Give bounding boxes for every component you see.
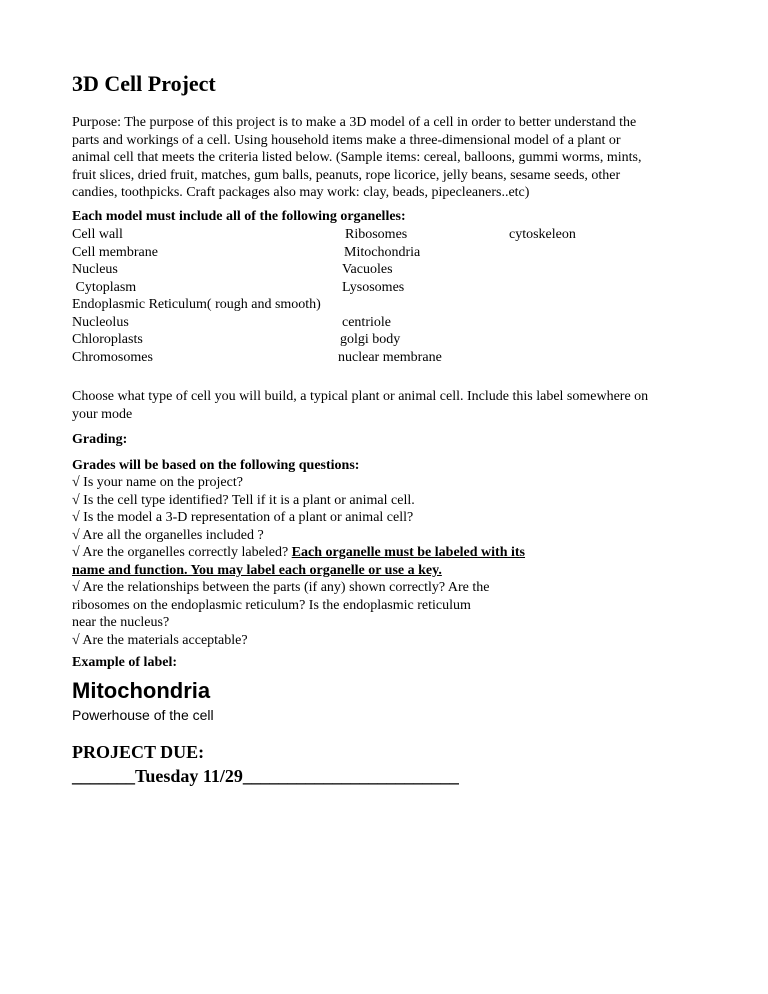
organelle-item: Cell membrane <box>72 244 158 260</box>
criteria-item: ribosomes on the endoplasmic reticulum? Is the endoplasmic reticulum <box>72 597 471 613</box>
choose-paragraph <box>72 388 712 424</box>
organelle-item: Chloroplasts <box>72 332 143 347</box>
criteria-item <box>72 544 712 562</box>
grading-heading: Grading: <box>72 432 128 447</box>
page-title: 3D Cell Project <box>72 71 216 96</box>
purpose-line: Purpose: The purpose of this project is to make a 3D model of a cell in order to better understand the <box>72 115 637 130</box>
criteria-item: near the nucleus? <box>72 615 170 630</box>
criteria-emphasis: name and function. You may label each organelle or use a key. <box>72 562 442 578</box>
criteria-item: √ Are all the organelles included ? <box>72 527 264 543</box>
choose-line: your mode <box>72 407 133 422</box>
project-due <box>72 740 459 788</box>
organelle-item: Endoplasmic Reticulum( rough and smooth) <box>72 297 321 312</box>
organelle-item: Cell wall <box>72 227 123 242</box>
example-heading: Example of label: <box>72 655 177 670</box>
criteria-item: √ Is the cell type identified? Tell if it is a plant or animal cell. <box>72 492 415 508</box>
criteria-list <box>72 474 712 649</box>
choose-line: Choose what type of cell you will build, a typical plant or animal cell. Include this label somewhere on <box>72 389 649 404</box>
organelle-item: Cytoplasm <box>72 279 137 295</box>
criteria-item: √ Are the relationships between the parts (if any) shown correctly? Are the <box>72 580 490 595</box>
organelle-item: Vacuoles <box>342 262 393 277</box>
organelles-heading: Each model must include all of the following organelles: <box>72 209 406 224</box>
purpose-line: animal cell that meets the criteria listed below. (Sample items: cereal, balloons, gummi worms, mints, <box>72 150 642 165</box>
purpose-line: fruit slices, dried fruit, matches, gum balls, peanuts, rope licorice, jelly beans, sesame seeds, other <box>72 167 621 183</box>
criteria-item-text: √ Are the organelles correctly labeled? <box>72 545 292 560</box>
organelle-item: Nucleolus <box>72 314 129 330</box>
criteria-item: √ Are the materials acceptable? <box>72 632 248 648</box>
organelle-item: centriole <box>342 314 391 330</box>
organelle-item: Nucleus <box>72 262 118 277</box>
criteria-item: √ Is the model a 3-D representation of a plant or animal cell? <box>72 510 414 525</box>
criteria-item: √ Is your name on the project? <box>72 475 243 490</box>
organelle-item: Ribosomes <box>345 227 408 242</box>
due-date: _______Tuesday 11/29________________________ <box>72 766 459 786</box>
purpose-line: parts and workings of a cell. Using household items make a three-dimensional model of a plant or <box>72 132 621 148</box>
organelle-item: Lysosomes <box>342 279 405 295</box>
organelle-item: Chromosomes <box>72 349 153 365</box>
organelle-item: golgi body <box>340 332 401 347</box>
organelle-item: Mitochondria <box>344 244 421 260</box>
organelle-item: nuclear membrane <box>338 349 442 365</box>
example-label-subtitle: Powerhouse of the cell <box>72 707 214 723</box>
example-label-title: Mitochondria <box>72 678 211 703</box>
due-heading: PROJECT DUE: <box>72 742 205 762</box>
purpose-line: candies, toothpicks. Craft packages also may work: clay, beads, pipecleaners..etc) <box>72 185 530 200</box>
purpose-paragraph <box>72 114 712 202</box>
criteria-heading: Grades will be based on the following questions: <box>72 458 360 473</box>
criteria-emphasis: Each organelle must be labeled with its <box>291 545 526 560</box>
organelle-item: cytoskeleon <box>509 227 576 242</box>
